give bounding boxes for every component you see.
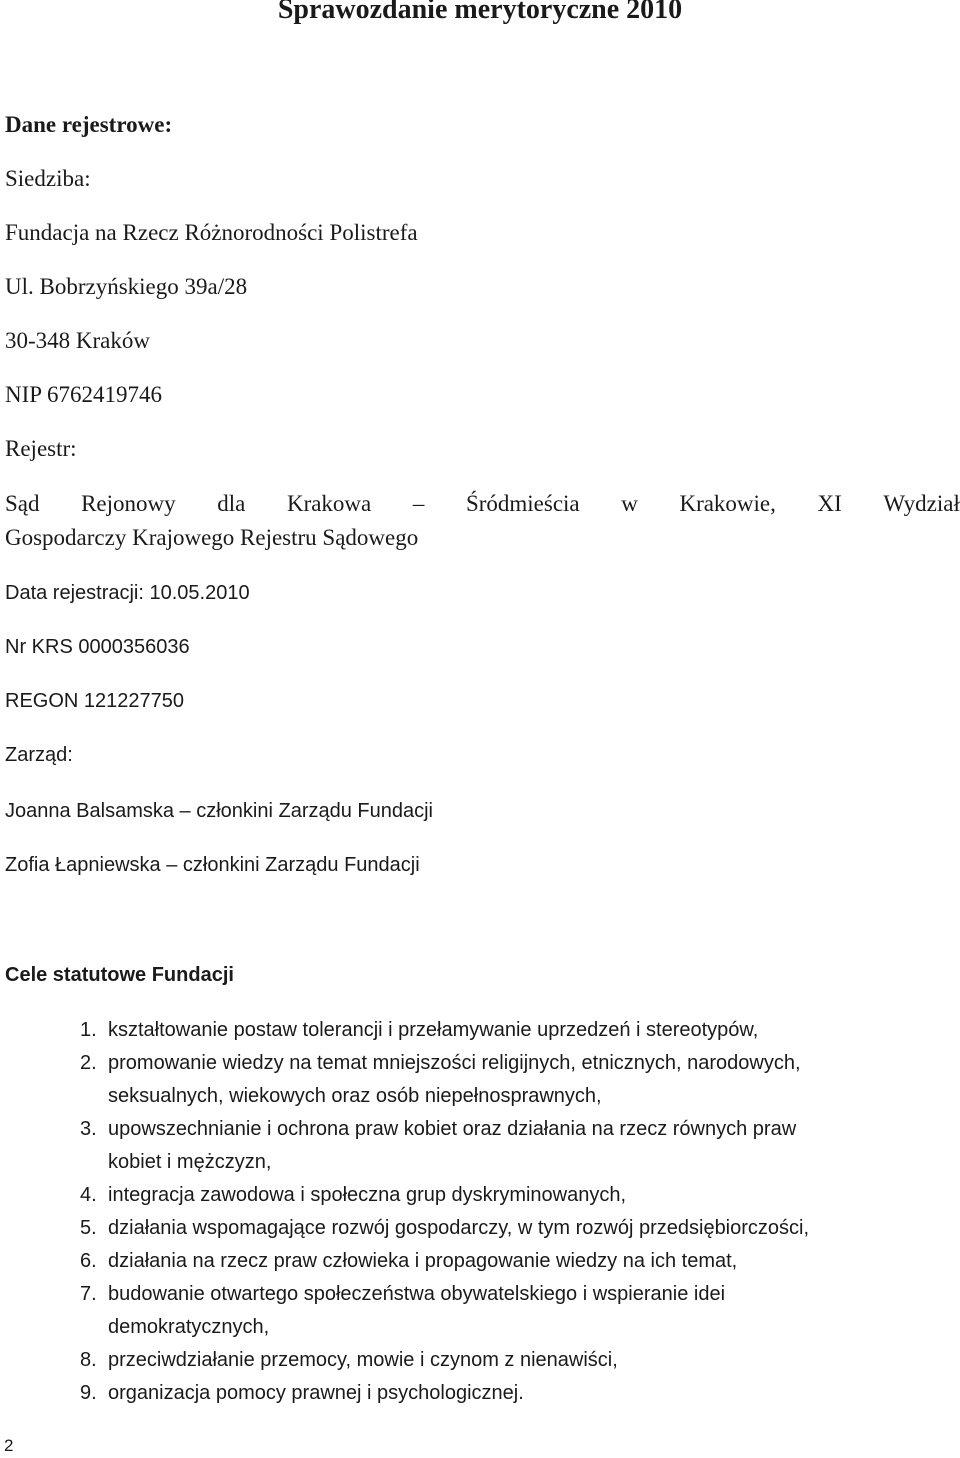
- court-word: dla: [217, 491, 246, 516]
- board-member: Zofia Łapniewska – członkini Zarządu Fundacji: [5, 854, 420, 876]
- item-number: 5.: [80, 1217, 97, 1239]
- court-word: w: [621, 491, 638, 516]
- item-text: promowanie wiedzy na temat mniejszości religijnych, etnicznych, narodowych,: [108, 1052, 801, 1074]
- court-word: Wydział: [883, 491, 960, 516]
- court-word: Rejonowy: [81, 491, 176, 516]
- regon-number: REGON 121227750: [5, 690, 185, 712]
- item-number: 7.: [80, 1283, 97, 1305]
- seat-label: Siedziba:: [5, 166, 91, 191]
- list-item: [80, 1278, 950, 1344]
- item-text: przeciwdziałanie przemocy, mowie i czynom z nienawiści,: [108, 1349, 618, 1371]
- board-label: Zarząd:: [5, 744, 73, 766]
- nip-number: NIP 6762419746: [5, 382, 162, 407]
- list-item: [80, 1245, 950, 1278]
- item-text: budowanie otwartego społeczeństwa obywatelskiego i wspieranie idei: [108, 1283, 726, 1305]
- registration-heading: Dane rejestrowe:: [5, 112, 173, 137]
- item-text: kształtowanie postaw tolerancji i przełamywanie uprzedzeń i stereotypów,: [108, 1019, 759, 1041]
- item-number: 6.: [80, 1250, 97, 1272]
- court-word: Krakowie,: [679, 491, 776, 516]
- list-item: [80, 1377, 950, 1410]
- list-item: [80, 1212, 950, 1245]
- page-title: Sprawozdanie merytoryczne 2010: [277, 0, 683, 25]
- item-text: działania na rzecz praw człowieka i propagowanie wiedzy na ich temat,: [108, 1250, 738, 1272]
- list-item: [80, 1344, 950, 1377]
- item-number: 2.: [80, 1052, 97, 1074]
- goals-heading: Cele statutowe Fundacji: [5, 964, 234, 986]
- item-text: organizacja pomocy prawnej i psychologicznej.: [108, 1382, 524, 1404]
- krs-number: Nr KRS 0000356036: [5, 636, 190, 658]
- court-word: Krakowa: [286, 491, 372, 516]
- court-word: Sąd: [5, 491, 40, 516]
- foundation-name: Fundacja na Rzecz Różnorodności Polistrefa: [5, 220, 418, 245]
- postal-city: 30-348 Kraków: [5, 328, 150, 353]
- street-address: Ul. Bobrzyńskiego 39a/28: [5, 274, 248, 299]
- item-text: działania wspomagające rozwój gospodarczy, w tym rozwój przedsiębiorczości,: [108, 1217, 810, 1239]
- court-line-1: [5, 491, 960, 517]
- goals-list: [80, 1014, 950, 1410]
- list-item: [80, 1047, 950, 1113]
- item-text: upowszechnianie i ochrona praw kobiet oraz działania na rzecz równych praw: [108, 1118, 797, 1140]
- page-number: 2: [4, 1436, 14, 1455]
- list-item: [80, 1014, 950, 1047]
- item-number: 4.: [80, 1184, 97, 1206]
- item-text: kobiet i mężczyzn,: [108, 1151, 272, 1173]
- court-word: Śródmieścia: [465, 491, 580, 516]
- item-text: seksualnych, wiekowych oraz osób niepełnosprawnych,: [108, 1085, 602, 1107]
- item-text: demokratycznych,: [108, 1316, 270, 1338]
- item-number: 3.: [80, 1118, 97, 1140]
- item-number: 1.: [80, 1019, 97, 1041]
- list-item: [80, 1113, 950, 1179]
- court-word: XI: [817, 491, 842, 516]
- list-item: [80, 1179, 950, 1212]
- item-number: 9.: [80, 1382, 97, 1404]
- board-member: Joanna Balsamska – członkini Zarządu Fundacji: [5, 800, 433, 822]
- court-line-2: Gospodarczy Krajowego Rejestru Sądowego: [5, 525, 419, 550]
- court-word: –: [412, 491, 425, 516]
- register-label: Rejestr:: [5, 436, 77, 461]
- item-number: 8.: [80, 1349, 97, 1371]
- registration-date: Data rejestracji: 10.05.2010: [5, 582, 250, 604]
- item-text: integracja zawodowa i społeczna grup dyskryminowanych,: [108, 1184, 627, 1206]
